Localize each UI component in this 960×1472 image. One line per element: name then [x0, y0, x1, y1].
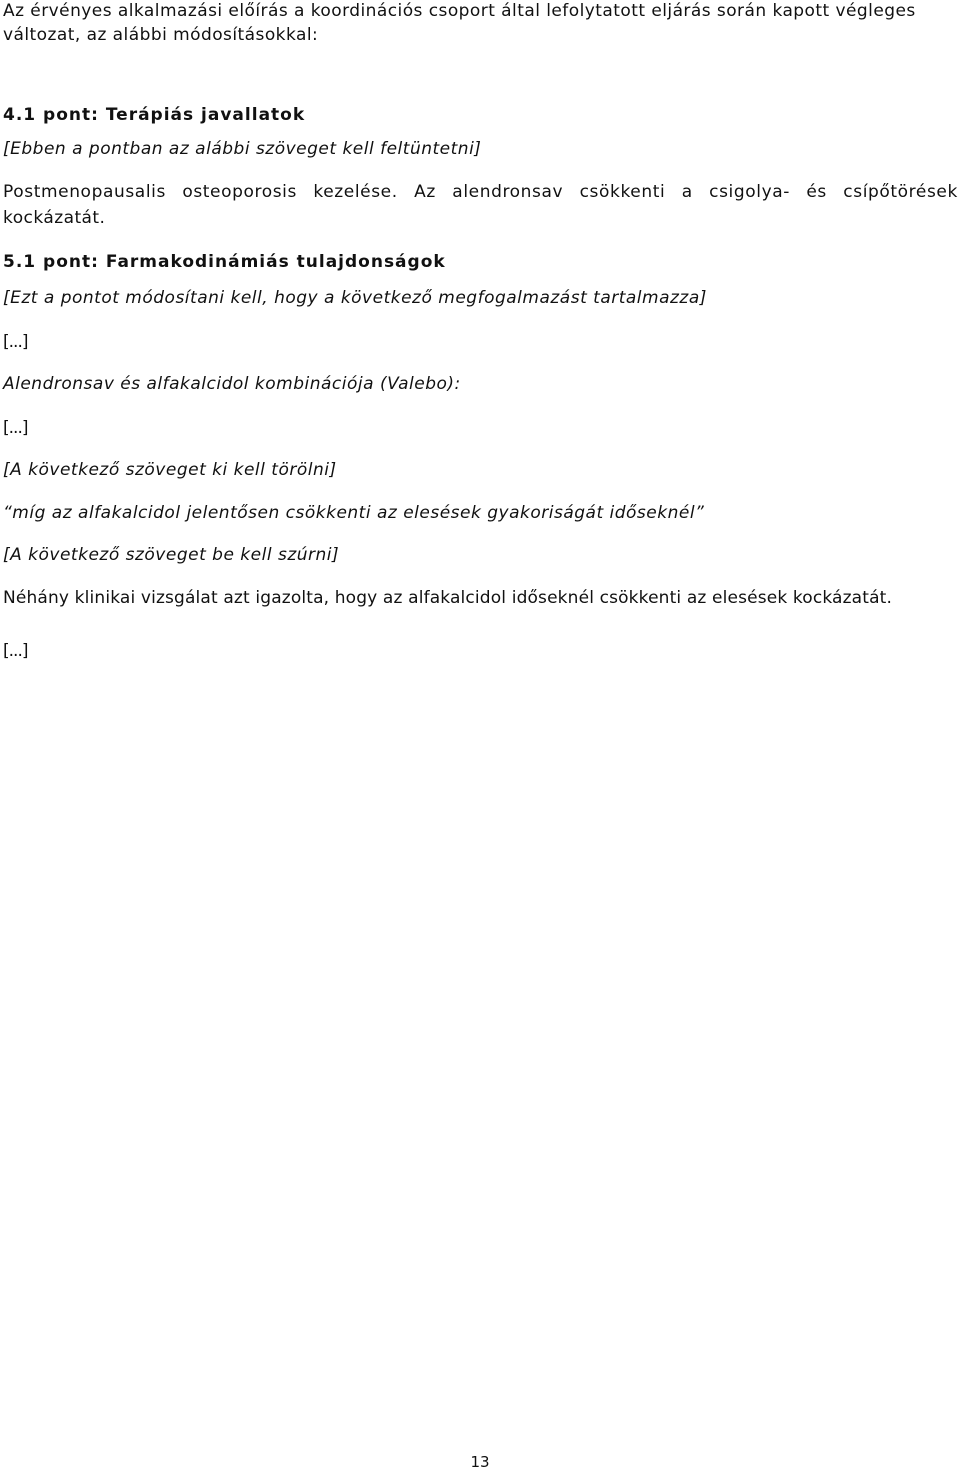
word: és: [806, 182, 827, 202]
insert-instruction: [A következő szöveget be kell szúrni]: [3, 545, 340, 565]
word: kezelése.: [313, 182, 398, 202]
section-4-1-heading: 4.1 pont: Terápiás javallatok: [3, 105, 306, 125]
delete-instruction: [A következő szöveget ki kell törölni]: [3, 460, 337, 480]
word: alendronsav: [452, 182, 564, 202]
word: Postmenopausalis: [3, 182, 166, 202]
word: csökkenti: [579, 182, 666, 202]
ellipsis-1: [...]: [3, 332, 28, 352]
intro-line-1: Az érvényes alkalmazási előírás a koordinációs csoport által lefolytatott eljárás során kapott végleges: [3, 1, 916, 21]
intro-line-2: változat, az alábbi módosításokkal:: [3, 25, 319, 45]
section-4-1-text-line-2: kockázatát.: [3, 208, 106, 228]
word: osteoporosis: [182, 182, 297, 202]
word: csigolya-: [709, 182, 790, 202]
word: csípőtörések: [843, 182, 958, 202]
word: a: [681, 182, 693, 202]
section-4-1-instruction: [Ebben a pontban az alábbi szöveget kell feltüntetni]: [3, 139, 482, 159]
section-5-1-instruction: [Ezt a pontot módosítani kell, hogy a következő megfogalmazást tartalmazza]: [3, 288, 707, 308]
word: Az: [414, 182, 436, 202]
ellipsis-2: [...]: [3, 418, 28, 438]
deleted-text: “míg az alfakalcidol jelentősen csökkenti az elesések gyakoriságát időseknél”: [3, 503, 705, 523]
inserted-text: Néhány klinikai vizsgálat azt igazolta, hogy az alfakalcidol időseknél csökkenti az elesések kockázatát.: [3, 588, 892, 608]
combination-subheading: Alendronsav és alfakalcidol kombinációja (Valebo):: [3, 374, 461, 394]
ellipsis-3: [...]: [3, 641, 28, 661]
section-5-1-heading: 5.1 pont: Farmakodinámiás tulajdonságok: [3, 252, 446, 272]
section-4-1-text-line-1: [3, 181, 958, 203]
page-number: 13: [470, 1453, 490, 1471]
